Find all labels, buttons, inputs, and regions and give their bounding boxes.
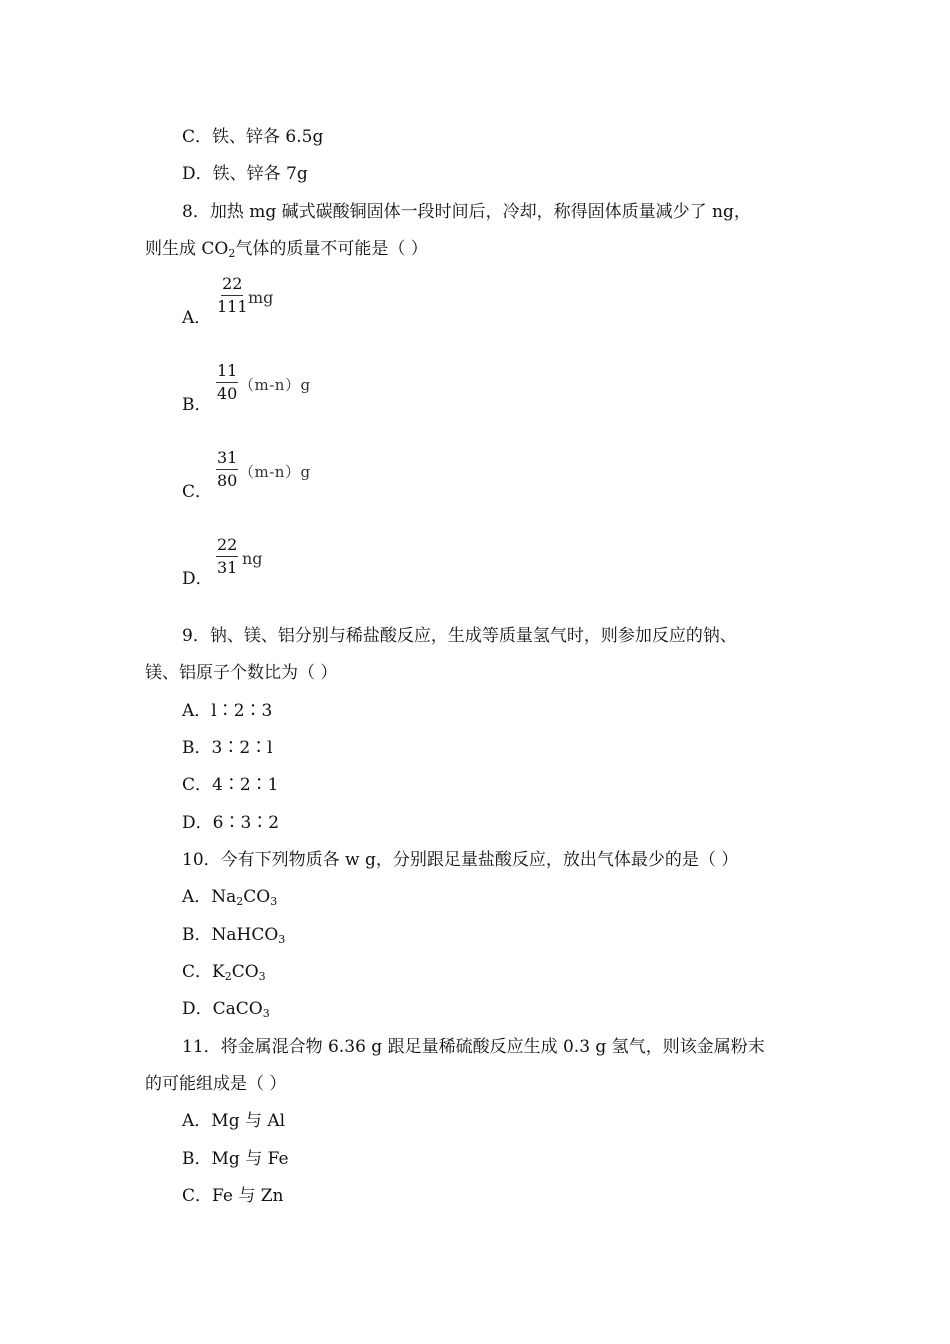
formula-part: NaHCO — [211, 925, 279, 945]
q8-stem-text: 则生成 CO — [145, 239, 229, 259]
q10-option-a — [182, 886, 277, 908]
option-text: Fe 与 Zn — [212, 1186, 284, 1206]
q9-option-d — [182, 812, 279, 834]
q7-option-c — [182, 126, 323, 148]
formula-part: CaCO — [212, 999, 263, 1019]
option-unit: mg — [248, 288, 274, 307]
option-label: D． — [182, 569, 213, 589]
q10-option-d — [182, 998, 270, 1020]
option-text: Mg 与 Fe — [211, 1149, 289, 1169]
fraction-numerator: 22 — [216, 534, 238, 557]
subscript: 2 — [236, 895, 244, 908]
option-label: B． — [182, 738, 212, 758]
option-text: Mg 与 Al — [211, 1111, 286, 1131]
option-label: C． — [182, 127, 213, 147]
fraction — [216, 360, 238, 405]
q10-option-b — [182, 924, 285, 946]
formula-part: CO — [243, 887, 271, 907]
fraction-numerator: 22 — [221, 273, 243, 296]
subscript: 2 — [228, 247, 236, 260]
option-label: D． — [182, 999, 213, 1019]
subscript: 3 — [270, 895, 278, 908]
subscript: 2 — [224, 970, 232, 983]
q9-option-c — [182, 774, 278, 796]
option-label: B． — [182, 925, 212, 945]
option-text: 铁、锌各 6.5g — [212, 127, 324, 147]
fraction-denominator: 40 — [217, 384, 238, 403]
q9-stem-line1: 9．钠、镁、铝分别与稀盐酸反应，生成等质量氢气时，则参加反应的钠、 — [182, 626, 737, 646]
subscript: 3 — [258, 970, 266, 983]
option-text: l∶2∶3 — [211, 701, 273, 721]
option-label: C． — [182, 482, 213, 502]
fraction-numerator: 31 — [216, 447, 238, 470]
option-label: A． — [182, 1111, 212, 1131]
fraction-denominator: 80 — [217, 471, 238, 490]
option-text: 铁、锌各 7g — [212, 164, 308, 184]
option-text: 4∶2∶1 — [212, 775, 279, 795]
q11-stem-line1: 11．将金属混合物 6.36 g 跟足量稀硫酸反应生成 0.3 g 氢气，则该金属粉末 — [182, 1037, 765, 1057]
option-label: C． — [182, 775, 213, 795]
fraction — [216, 447, 238, 492]
option-label: B． — [182, 1149, 212, 1169]
fraction — [216, 534, 238, 579]
option-text: 3∶2∶l — [211, 738, 273, 758]
formula-part: K — [212, 962, 225, 982]
q9-option-b — [182, 737, 273, 759]
option-label: C． — [182, 962, 213, 982]
fraction — [216, 273, 249, 318]
formula-part: CO — [231, 962, 259, 982]
q8-stem-line2 — [145, 238, 428, 260]
q9-stem-line2: 镁、铝原子个数比为（ ） — [145, 663, 338, 683]
option-expression: （m-n）g — [239, 463, 311, 481]
fraction-denominator: 31 — [217, 558, 238, 577]
option-label: C． — [182, 1186, 213, 1206]
q8-stem-line1: 8．加热 mg 碱式碳酸铜固体一段时间后，冷却，称得固体质量减少了 ng， — [182, 202, 751, 222]
q8-stem-text-2: 气体的质量不可能是（ ） — [235, 239, 428, 259]
q11-option-c — [182, 1185, 284, 1207]
subscript: 3 — [262, 1007, 270, 1020]
fraction-denominator: 111 — [217, 297, 248, 316]
q11-option-a — [182, 1110, 285, 1132]
option-label: A． — [182, 701, 212, 721]
q11-stem-line2: 的可能组成是（ ） — [145, 1074, 287, 1094]
option-label: A． — [182, 308, 212, 328]
q9-option-a — [182, 700, 272, 722]
formula-part: Na — [211, 887, 237, 907]
option-label: D． — [182, 813, 213, 833]
option-label: B． — [182, 395, 212, 415]
option-unit: ng — [242, 549, 263, 568]
q10-option-c — [182, 961, 266, 983]
q10-stem: 10．今有下列物质各 w g，分别跟足量盐酸反应，放出气体最少的是（ ） — [182, 850, 739, 870]
option-label: D． — [182, 164, 213, 184]
subscript: 3 — [278, 933, 286, 946]
option-label: A． — [182, 887, 212, 907]
option-expression: （m-n）g — [239, 376, 311, 394]
q7-option-d — [182, 163, 308, 185]
fraction-numerator: 11 — [216, 360, 238, 383]
option-text: 6∶3∶2 — [212, 813, 280, 833]
q11-option-b — [182, 1148, 289, 1170]
